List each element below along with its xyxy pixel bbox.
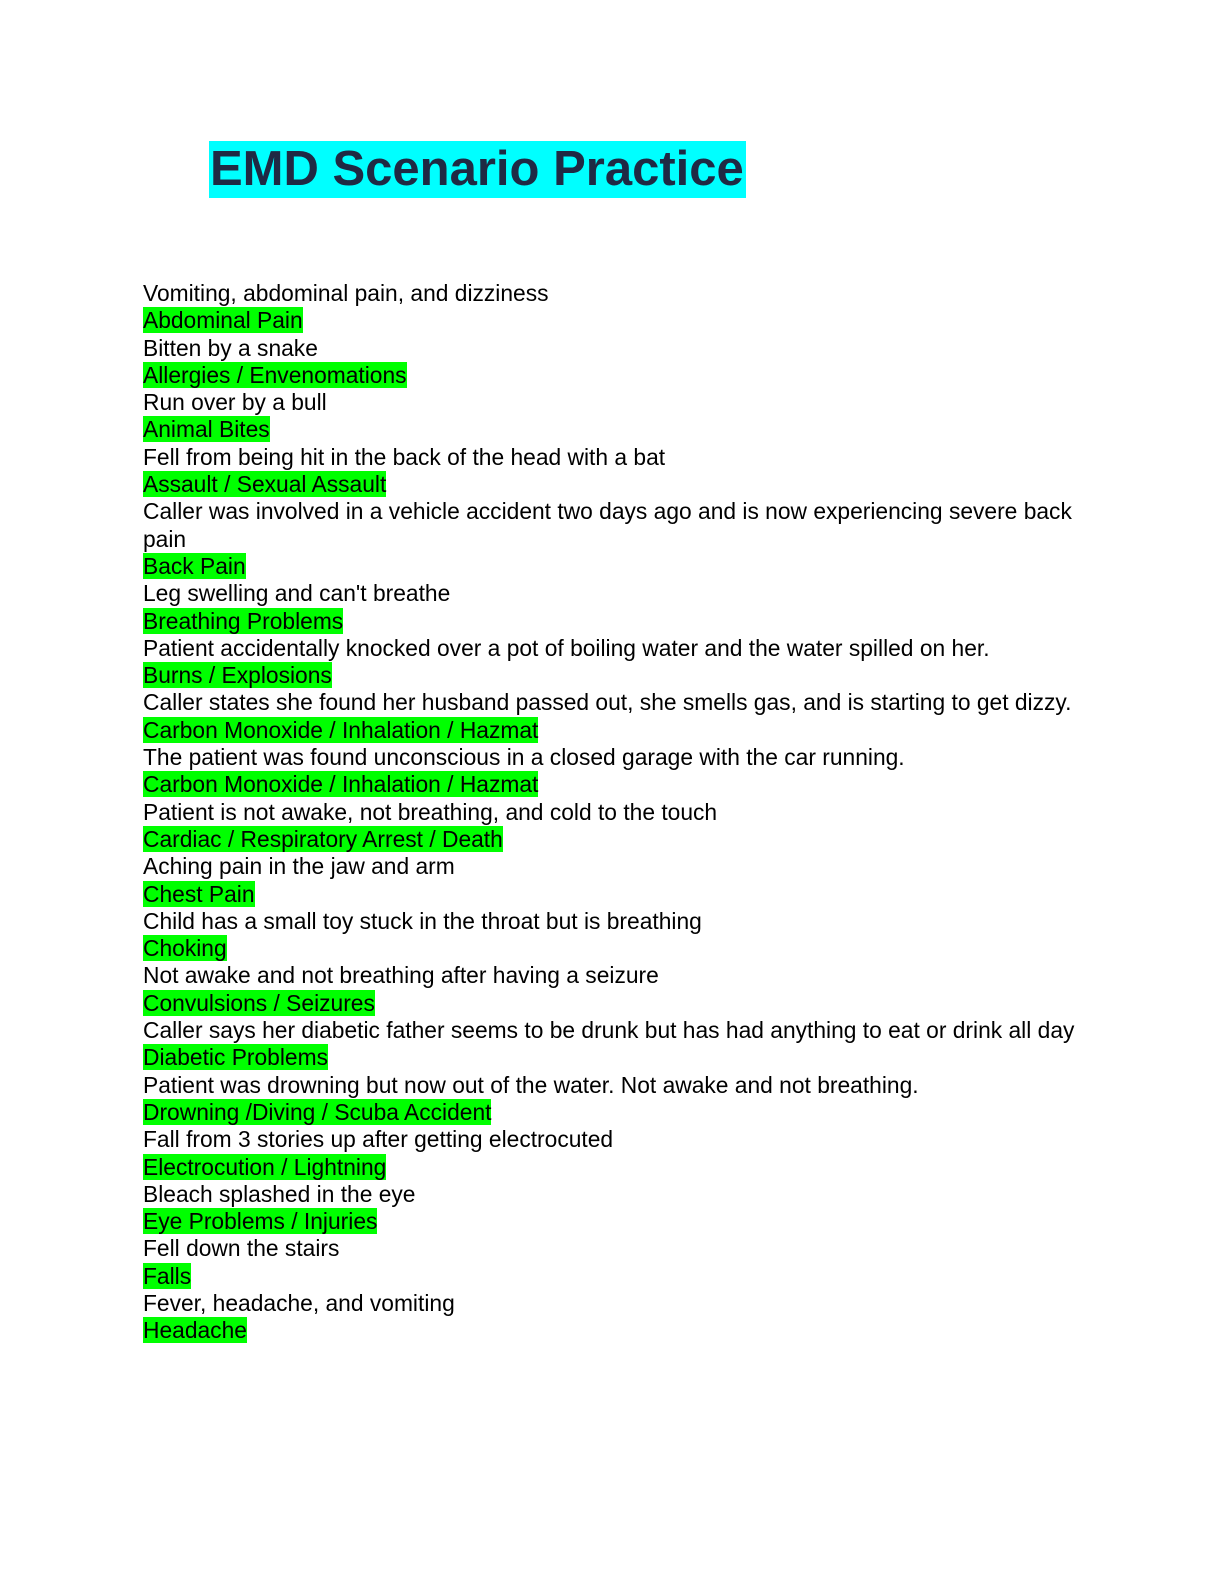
answer-highlight: Allergies / Envenomations [143, 361, 407, 388]
scenario-item [143, 908, 1083, 963]
answer-highlight: Abdominal Pain [143, 307, 303, 334]
scenario-item [143, 280, 1083, 335]
scenario-text: Patient accidentally knocked over a pot of boiling water and the water spilled on her. [143, 634, 990, 661]
scenario-text: Fell from being hit in the back of the head with a bat [143, 443, 666, 470]
scenario-text: Caller says her diabetic father seems to be drunk but has had anything to eat or drink all day [143, 1017, 1075, 1044]
scenario-text: The patient was found unconscious in a closed garage with the car running. [143, 744, 905, 771]
scenario-text: Caller was involved in a vehicle accident two days ago and is now experiencing severe back pain [143, 498, 1072, 552]
answer-highlight: Diabetic Problems [143, 1044, 328, 1071]
answer-highlight: Animal Bites [143, 416, 270, 443]
answer-highlight: Chest Pain [143, 880, 255, 907]
scenario-item [143, 1290, 1083, 1345]
scenario-text: Fever, headache, and vomiting [143, 1289, 455, 1316]
scenario-item [143, 1072, 1083, 1127]
scenario-text: Fell down the stairs [143, 1235, 340, 1262]
answer-highlight: Cardiac / Respiratory Arrest / Death [143, 825, 503, 852]
scenario-text: Patient was drowning but now out of the water. Not awake and not breathing. [143, 1071, 919, 1098]
scenario-item [143, 389, 1083, 444]
scenario-item [143, 498, 1083, 580]
page-title: EMD Scenario Practice [210, 142, 744, 196]
scenario-item [143, 1235, 1083, 1290]
scenario-item [143, 689, 1083, 744]
scenario-item [143, 853, 1083, 908]
answer-highlight: Back Pain [143, 552, 246, 579]
scenario-text: Run over by a bull [143, 389, 327, 416]
scenario-list [143, 280, 1083, 1345]
scenario-item [143, 1126, 1083, 1181]
scenario-text: Bleach splashed in the eye [143, 1180, 416, 1207]
answer-highlight: Headache [143, 1317, 247, 1344]
scenario-text: Patient is not awake, not breathing, and cold to the touch [143, 798, 718, 825]
answer-highlight: Burns / Explosions [143, 662, 332, 689]
answer-highlight: Carbon Monoxide / Inhalation / Hazmat [143, 716, 539, 743]
scenario-text: Caller states she found her husband passed out, she smells gas, and is starting to get dizzy. [143, 689, 1072, 716]
scenario-item [143, 335, 1083, 390]
answer-highlight: Falls [143, 1262, 192, 1289]
scenario-item [143, 580, 1083, 635]
scenario-item [143, 444, 1083, 499]
scenario-item [143, 1017, 1083, 1072]
answer-highlight: Carbon Monoxide / Inhalation / Hazmat [143, 771, 539, 798]
scenario-text: Aching pain in the jaw and arm [143, 853, 455, 880]
answer-highlight: Choking [143, 935, 227, 962]
answer-highlight: Assault / Sexual Assault [143, 471, 387, 498]
answer-highlight: Convulsions / Seizures [143, 989, 375, 1016]
scenario-text: Bitten by a snake [143, 334, 318, 361]
scenario-item [143, 744, 1083, 799]
scenario-item [143, 635, 1083, 690]
answer-highlight: Drowning /Diving / Scuba Accident [143, 1098, 492, 1125]
scenario-text: Leg swelling and can't breathe [143, 580, 451, 607]
scenario-text: Fall from 3 stories up after getting electrocuted [143, 1126, 614, 1153]
scenario-item [143, 962, 1083, 1017]
answer-highlight: Eye Problems / Injuries [143, 1208, 378, 1235]
scenario-item [143, 1181, 1083, 1236]
answer-highlight: Breathing Problems [143, 607, 344, 634]
scenario-text: Vomiting, abdominal pain, and dizziness [143, 280, 549, 306]
scenario-text: Child has a small toy stuck in the throat but is breathing [143, 907, 702, 934]
scenario-item [143, 799, 1083, 854]
scenario-text: Not awake and not breathing after having a seizure [143, 962, 659, 989]
answer-highlight: Electrocution / Lightning [143, 1153, 387, 1180]
